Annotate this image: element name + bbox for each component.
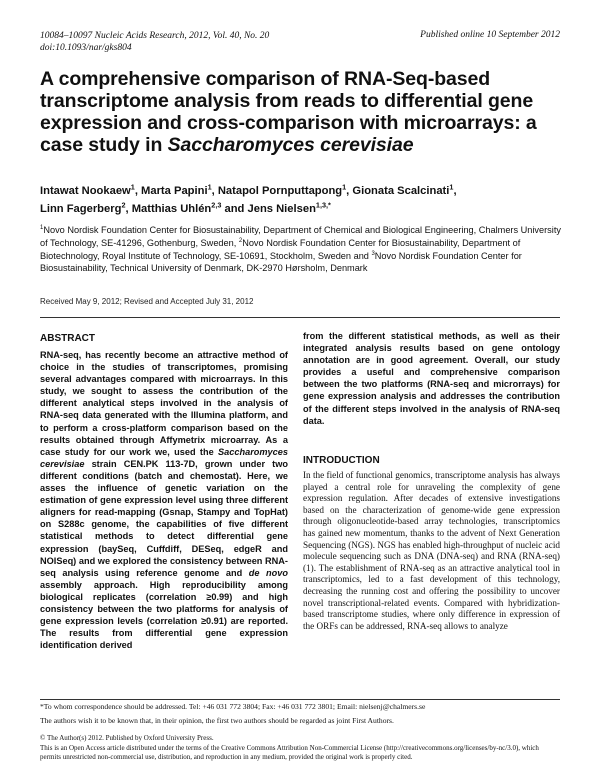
received-dates: Received May 9, 2012; Revised and Accepted July 31, 2012 — [40, 297, 254, 306]
author-list: Intawat Nookaew$^1$, Marta Papini$^1$, Natapol Pornputtapong$^1$, Gionata Scalcinati$^1$, Linn Fagerberg$^2$, Matthias Uhlén$^{2,3}$ and Jens Nielsen$^{1,3,*}$ — [40, 182, 457, 215]
abstract-continuation: from the different statistical methods, as well as their integrated analysis results based on gene ontology annotation are in good agreement. Overall, our study provides a useful and comprehensive comparison between the two platforms (RNA-seq and microrrays) for gene expression analysis and addresses the contribution of the different steps involved in the analysis of RNA-seq data. — [303, 331, 560, 426]
author: Gionata Scalcinati — [352, 185, 450, 197]
author-affiliation-mark: 1 — [207, 182, 212, 192]
title-main: A comprehensive comparison of RNA-Seq-based transcriptome analysis from reads to differential gene expression and cross-comparison with microarrays: a case study in — [40, 68, 537, 156]
license-text: This is an Open Access article distributed under the terms of the Creative Commons Attribution Non-Commercial License (http://creativecommons.org/licenses/by-nc/3.0), which permits unrestricted non-commercial use, distribution, and reproduction in any medium, provided the original work is properly cited. — [40, 743, 539, 762]
affiliation-text: Novo Nordisk Foundation Center for Biosustainability, Department of Chemical and Biological Engineering, Chalmers University of Technology, SE-41296, Gothenburg, Sweden, — [40, 225, 561, 248]
affiliation-number: 3 — [371, 250, 375, 257]
author: Linn Fagerberg — [40, 203, 122, 215]
introduction-heading: INTRODUCTION — [303, 455, 380, 466]
author: Matthias Uhlén — [131, 203, 212, 215]
abstract-text: assembly approach. High reproducibility among biological replicates (correlation ≥0.99) and high consistency between the two platforms for analysis of gene expression levels (correlation ≥0.91) are reported. The results from differential gene expression identification derived — [40, 579, 288, 651]
author: Intawat Nookaew — [40, 185, 131, 197]
introduction-body: In the field of functional genomics, transcriptome analysis has always played a central role for unraveling the complexity of gene expression regulation. After decades of extensive investigations based on the characterization of genome-wide gene expression through oligonucleotide-based array technologies, transcriptomics has gained new momentum, thanks to the advent of Next Generation Sequencing (NGS). NGS has enabled high-throughput of nucleic acid molecule sequencing such as DNA (DNA-seq) and RNA (RNA-seq) (1). The establishment of RNA-seq as an attractive analytical tool in transcriptomics, led to a fast development of this technology, decreasing the running cost and offering the possibility to uncover novel transcriptional-related events. Compared with hybridization-based transcriptome studies, where only difference in expression of the ORFs can be addressed, RNA-seq allows to analyze — [303, 470, 560, 631]
affiliation-text: Novo Nordisk Foundation Center for Biosustainability, Department of Biotechnology, Royal Institute of Technology, SE-10691, Stockholm, Sweden and — [40, 237, 521, 261]
correspondence-footnote: *To whom correspondence should be addressed. Tel: +46 031 772 3804; Fax: +46 031 772 3801; Email: nielsenj@chalmers.se — [40, 702, 426, 711]
abstract-species: Saccharomyces cerevisiae — [40, 446, 288, 469]
article-title — [40, 68, 565, 156]
affiliation-number: 2 — [238, 237, 243, 244]
footnote-divider — [40, 699, 560, 700]
author-affiliation-mark: 1 — [342, 182, 347, 192]
author-affiliation-mark: 2,3 — [211, 200, 222, 210]
abstract-heading: ABSTRACT — [40, 333, 95, 344]
affiliations — [40, 224, 565, 275]
abstract-de-novo: de novo — [248, 567, 288, 578]
joint-authorship-footnote: The authors wish it to be known that, in their opinion, the first two authors should be regarded as joint First Authors. — [40, 716, 394, 725]
affiliation-number: 1 — [40, 224, 44, 231]
author: Marta Papini — [141, 185, 208, 197]
author-affiliation-mark: 2 — [121, 200, 126, 210]
abstract-text: RNA-seq, has recently become an attractive method of choice in the studies of transcriptomes, promising several advantages compared with microarrays. In this study, we sought to assess the contribution of the different analytical steps involved in the analysis of RNA-seq data generated with the Illumina platform, and to perform a cross-platform comparison based on the results obtained through Affymetrix microarray. As a case study for our work we, used the — [40, 350, 288, 457]
affiliation-text: Novo Nordisk Foundation Center for Biosustainability, Technical University of Denmark, DK-2970 Hørsholm, Denmark — [40, 250, 522, 274]
title-species: Saccharomyces cerevisiae — [167, 134, 414, 156]
divider — [40, 317, 560, 318]
doi[interactable]: doi:10.1093/nar/gks804 — [40, 43, 132, 53]
author: Jens Nielsen — [247, 203, 316, 215]
journal-citation: 10084–10097 Nucleic Acids Research, 2012, Vol. 40, No. 20 — [40, 31, 270, 41]
abstract-text: strain CEN.PK 113-7D, grown under two different conditions (batch and chemostat). Here, we asses the influence of genetic variation on the estimation of gene expression level using three different aligners for read-mapping (Gsnap, Stampy and TopHat) on S288c genome, the capabilities of five different statistical methods to detect differential gene expression (baySeq, Cuffdiff, DESeq, edgeR and NOISeq) and we explored the consistency between RNA-seq analysis using reference genome and — [40, 458, 288, 578]
author-conjunction: and — [224, 203, 245, 215]
author-affiliation-mark: 1 — [130, 182, 135, 192]
copyright-notice — [40, 734, 560, 763]
running-header-left — [40, 30, 269, 54]
author: Natapol Pornputtapong — [217, 185, 343, 197]
abstract-body — [40, 349, 288, 651]
publication-date: Published online 10 September 2012 — [420, 30, 560, 40]
author-affiliation-mark: 1,3,* — [315, 200, 331, 210]
author-affiliation-mark: 1 — [449, 182, 454, 192]
copyright-line: © The Author(s) 2012. Published by Oxford University Press. — [40, 734, 214, 742]
